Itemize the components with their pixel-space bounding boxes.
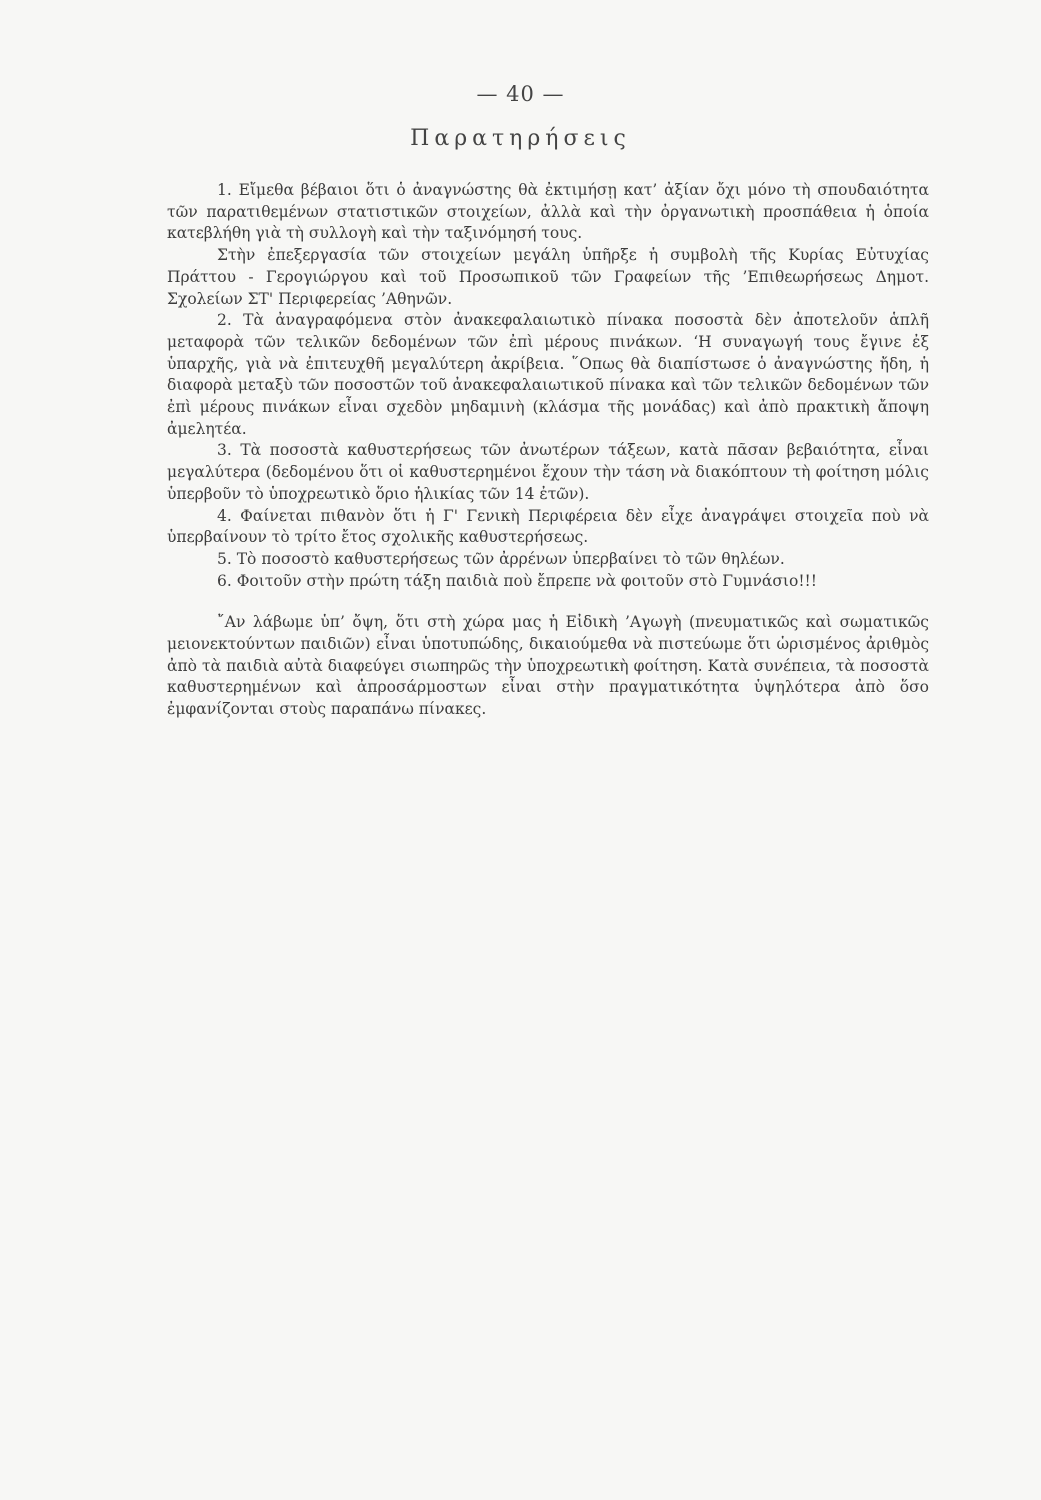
closing-paragraph: ῎Αν λάβωμε ὑπ’ ὄψη, ὅτι στὴ χώρα μας ἡ Εἰδικὴ ’Αγωγὴ (πνευματικῶς καὶ σωματικῶς μειονεκτούντων παιδιῶν) εἶναι ὑποτυπώδης, δικαιούμεθα νὰ πιστεύωμε ὅτι ὡρισμένος ἀριθμὸς ἀπὸ τὰ παιδιὰ αὐτὰ διαφεύγει σιωπηρῶς τὴν ὑποχρεωτικὴ φοίτηση. Κατὰ συνέπεια, τὰ ποσοστὰ καθυστερημένων καὶ ἀπροσάρμοστων εἶναι στὴν πραγματικότητα ὑψηλότερα ἀπὸ ὅσο ἐμφανίζονται στοὺς παραπάνω πίνακες. (167, 613, 929, 719)
note-1: 1. Εἴμεθα βέβαιοι ὅτι ὁ ἀναγνώστης θὰ ἐκτιμήσῃ κατ’ ἀξίαν ὄχι μόνο τὴ σπουδαιότητα τῶν παρατιθεμένων στατιστικῶν στοιχείων, ἀλλὰ καὶ τὴν ὀργανωτικὴ προσπάθεια ἡ ὁποία κατεβλήθη γιὰ τὴ συλλογὴ καὶ τὴν ταξινόμησή τους. (167, 181, 929, 243)
note-3: 3. Τὰ ποσοστὰ καθυστερήσεως τῶν ἀνωτέρων τάξεων, κατὰ πᾶσαν βεβαιότητα, εἶναι μεγαλύτερα (δεδομένου ὅτι οἱ καθυστερημένοι ἔχουν τὴν τάση νὰ διακόπτουν τὴ φοίτηση μόλις ὑπερβοῦν τὸ ὑποχρεωτικὸ ὅριο ἡλικίας τῶν 14 ἐτῶν). (167, 441, 929, 503)
note-5: 5. Τὸ ποσοστὸ καθυστερήσεως τῶν ἀρρένων ὑπερβαίνει τὸ τῶν θηλέων. (217, 549, 785, 568)
note-4: 4. Φαίνεται πιθανὸν ὅτι ἡ Γ' Γενικὴ Περιφέρεια δὲν εἶχε ἀναγράψει στοιχεῖα ποὺ νὰ ὑπερβαίνουν τὸ τρίτο ἔτος σχολικῆς καθυστερήσεως. (167, 506, 929, 547)
page-number: — 40 — (476, 82, 565, 106)
note-2: 2. Τὰ ἀναγραφόμενα στὸν ἀνακεφαλαιωτικὸ πίνακα ποσοστὰ δὲν ἀποτελοῦν ἁπλῆ μεταφορὰ τῶν τελικῶν δεδομένων τῶν ἐπὶ μέρους πινάκων. ‘Η συναγωγή τους ἔγινε ἐξ ὑπαρχῆς, γιὰ νὰ ἐπιτευχθῆ μεγαλύτερη ἀκρίβεια. ῞Οπως θὰ διαπίστωσε ὁ ἀναγνώστης ἤδη, ἡ διαφορὰ μεταξὺ τῶν ποσοστῶν τοῦ ἀνακεφαλαιωτικοῦ πίνακα καὶ τῶν τελικῶν δεδομένων τῶν ἐπὶ μέρους πινάκων εἶναι σχεδὸν μηδαμινὴ (κλάσμα τῆς μονάδας) καὶ ἀπὸ πρακτικὴ ἄποψη ἀμελητέα. (167, 311, 929, 438)
section-heading: Παρατηρήσεις (410, 126, 631, 151)
note-1-acknowledgement: Στὴν ἐπεξεργασία τῶν στοιχείων μεγάλη ὑπῆρξε ἡ συμβολὴ τῆς Κυρίας Εὐτυχίας Πράττου - Γερογιώργου καὶ τοῦ Προσωπικοῦ τῶν Γραφείων τῆς ’Επιθεωρήσεως Δημοτ. Σχολείων ΣΤ' Περιφερείας ’Αθηνῶν. (167, 246, 929, 308)
notes-body (167, 180, 929, 721)
note-6: 6. Φοιτοῦν στὴν πρώτη τάξη παιδιὰ ποὺ ἔπρεπε νὰ φοιτοῦν στὸ Γυμνάσιο!!! (217, 571, 818, 590)
